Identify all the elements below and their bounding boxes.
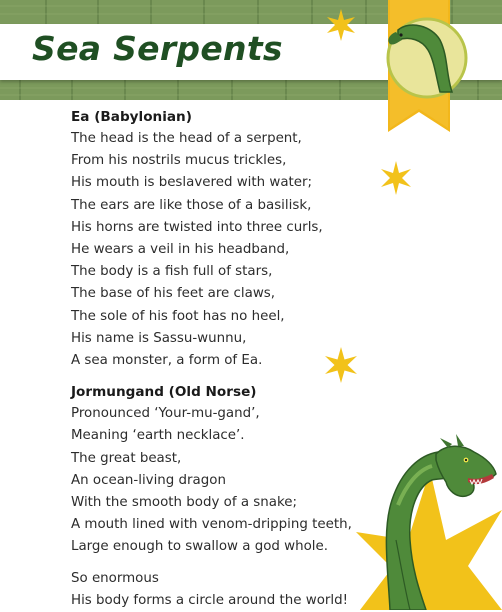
poem-line: His name is Sassu-wunnu,: [71, 330, 247, 346]
star-icon: [324, 8, 358, 42]
poem-line: His mouth is beslavered with water;: [71, 175, 313, 191]
sea-serpent-emblem-icon: [388, 19, 466, 97]
section-heading: Ea (Babylonian): [71, 109, 192, 125]
poem-line: A mouth lined with venom-dripping teeth,: [71, 517, 352, 533]
poem-line: The body is a fish full of stars,: [71, 264, 273, 280]
poem-line: Pronounced ‘Your-mu-gand’,: [71, 406, 260, 422]
poem-line: His body forms a circle around the world!: [71, 592, 348, 608]
poem-line: A sea monster, a form of Ea.: [71, 353, 263, 369]
poem-line: An ocean-living dragon: [71, 472, 226, 488]
stanza-gap: [71, 372, 391, 381]
poem-line: The ears are like those of a basilisk,: [71, 197, 312, 213]
section-heading: Jormungand (Old Norse): [71, 384, 257, 401]
poem-line: From his nostrils mucus trickles,: [71, 153, 287, 169]
stanza-gap: [71, 559, 391, 568]
page-title: Sea Serpents: [32, 29, 283, 68]
poem-line: His horns are twisted into three curls,: [71, 219, 323, 235]
poem-line: So enormous: [71, 570, 159, 586]
poem-line: Large enough to swallow a god whole.: [71, 539, 329, 555]
poem-section-jormungand: [71, 381, 391, 612]
poem-line: The base of his feet are claws,: [71, 286, 276, 302]
poem-section-ea: [71, 106, 391, 372]
poem-line: The great beast,: [71, 450, 182, 466]
poem-content: [71, 106, 391, 612]
poem-line: He wears a veil in his headband,: [71, 242, 290, 258]
poem-line: The sole of his foot has no heel,: [71, 308, 285, 324]
serpent-body-icon: [386, 434, 496, 610]
poem-line: With the smooth body of a snake;: [71, 495, 297, 511]
poem-line: The head is the head of a serpent,: [71, 131, 302, 146]
poem-line: Meaning ‘earth necklace’.: [71, 428, 245, 444]
